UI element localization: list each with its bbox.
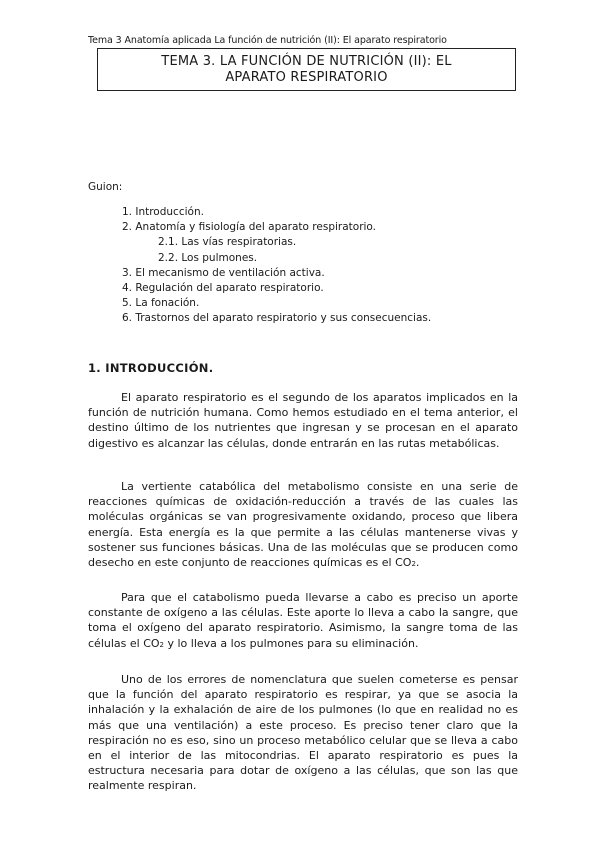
title-line-1: TEMA 3. LA FUNCIÓN DE NUTRICIÓN (II): EL [161, 54, 452, 69]
paragraph-3 [88, 590, 518, 653]
paragraph-4-text: Uno de los errores de nomenclatura que suelen cometerse es pensar que la función del aparato respiratorio es respirar, ya que se asocia la inhalación y la exhalación de aire de los pulmones (lo que en realidad no es más que una ventilación) a este proceso. Es preciso tener claro que la respiración no es eso, sino un proceso metabólico celular que se lleva a cabo en el interior de las mitocondrias. El aparato respiratorio es pues la estructura necesaria para dotar de oxígeno a las células, que son las que realmente respiran. [88, 673, 518, 793]
paragraph-3-text: Para que el catabolismo pueda llevarse a cabo es preciso un aporte constante de oxígeno a las células. Este aporte lo lleva a cabo la sangre, que toma el oxígeno del aparato respiratorio. Asimismo, la sangre toma de las células el CO [88, 591, 518, 650]
table-of-contents [122, 205, 431, 327]
paragraph-3-end: y lo lleva a los pulmones para su eliminación. [164, 636, 419, 650]
toc-item: 4. Regulación del aparato respiratorio. [122, 281, 324, 294]
guion-label: Guion: [88, 181, 123, 193]
section-heading: 1. INTRODUCCIÓN. [88, 361, 214, 375]
running-header: Tema 3 Anatomía aplicada La función de nutrición (II): El aparato respiratorio [88, 35, 447, 46]
toc-item: 3. El mecanismo de ventilación activa. [122, 266, 325, 279]
toc-item: 1. Introducción. [122, 206, 204, 218]
paragraph-2 [88, 479, 518, 572]
title-box [97, 48, 516, 91]
toc-subitem: 2.1. Las vías respiratorias. [158, 236, 297, 249]
paragraph-4 [88, 672, 518, 794]
toc-item: 5. La fonación. [122, 297, 200, 310]
title-line-2: APARATO RESPIRATORIO [225, 70, 388, 85]
paragraph-2-text: La vertiente catabólica del metabolismo consiste en una serie de reacciones químicas de oxidación-reducción a través de las cuales las moléculas orgánicas se van progresivamente oxidando, proceso que libera energía. Esta energía es la que permite a las células mantenerse vivas y sostener sus funciones básicas. Una de las moléculas que se producen como desecho en este conjunto de reacciones químicas es el CO [88, 480, 518, 570]
toc-item: 2. Anatomía y fisiología del aparato respiratorio. [122, 221, 377, 234]
paragraph-1-text: El aparato respiratorio es el segundo de los aparatos implicados en la función de nutrición humana. Como hemos estudiado en el tema anterior, el destino último de los nutrientes que ingresan y se procesan en el aparato digestivo es alcanzar las células, donde entrarán en las rutas metabólicas. [88, 391, 518, 450]
paragraph-1 [88, 390, 518, 451]
co2-subscript: 2 [411, 560, 416, 569]
paragraph-2-end: . [415, 556, 420, 570]
toc-subitem: 2.2. Los pulmones. [158, 251, 258, 264]
co2-subscript: 2 [159, 640, 164, 649]
toc-item: 6. Trastornos del aparato respiratorio y sus consecuencias. [122, 312, 432, 325]
